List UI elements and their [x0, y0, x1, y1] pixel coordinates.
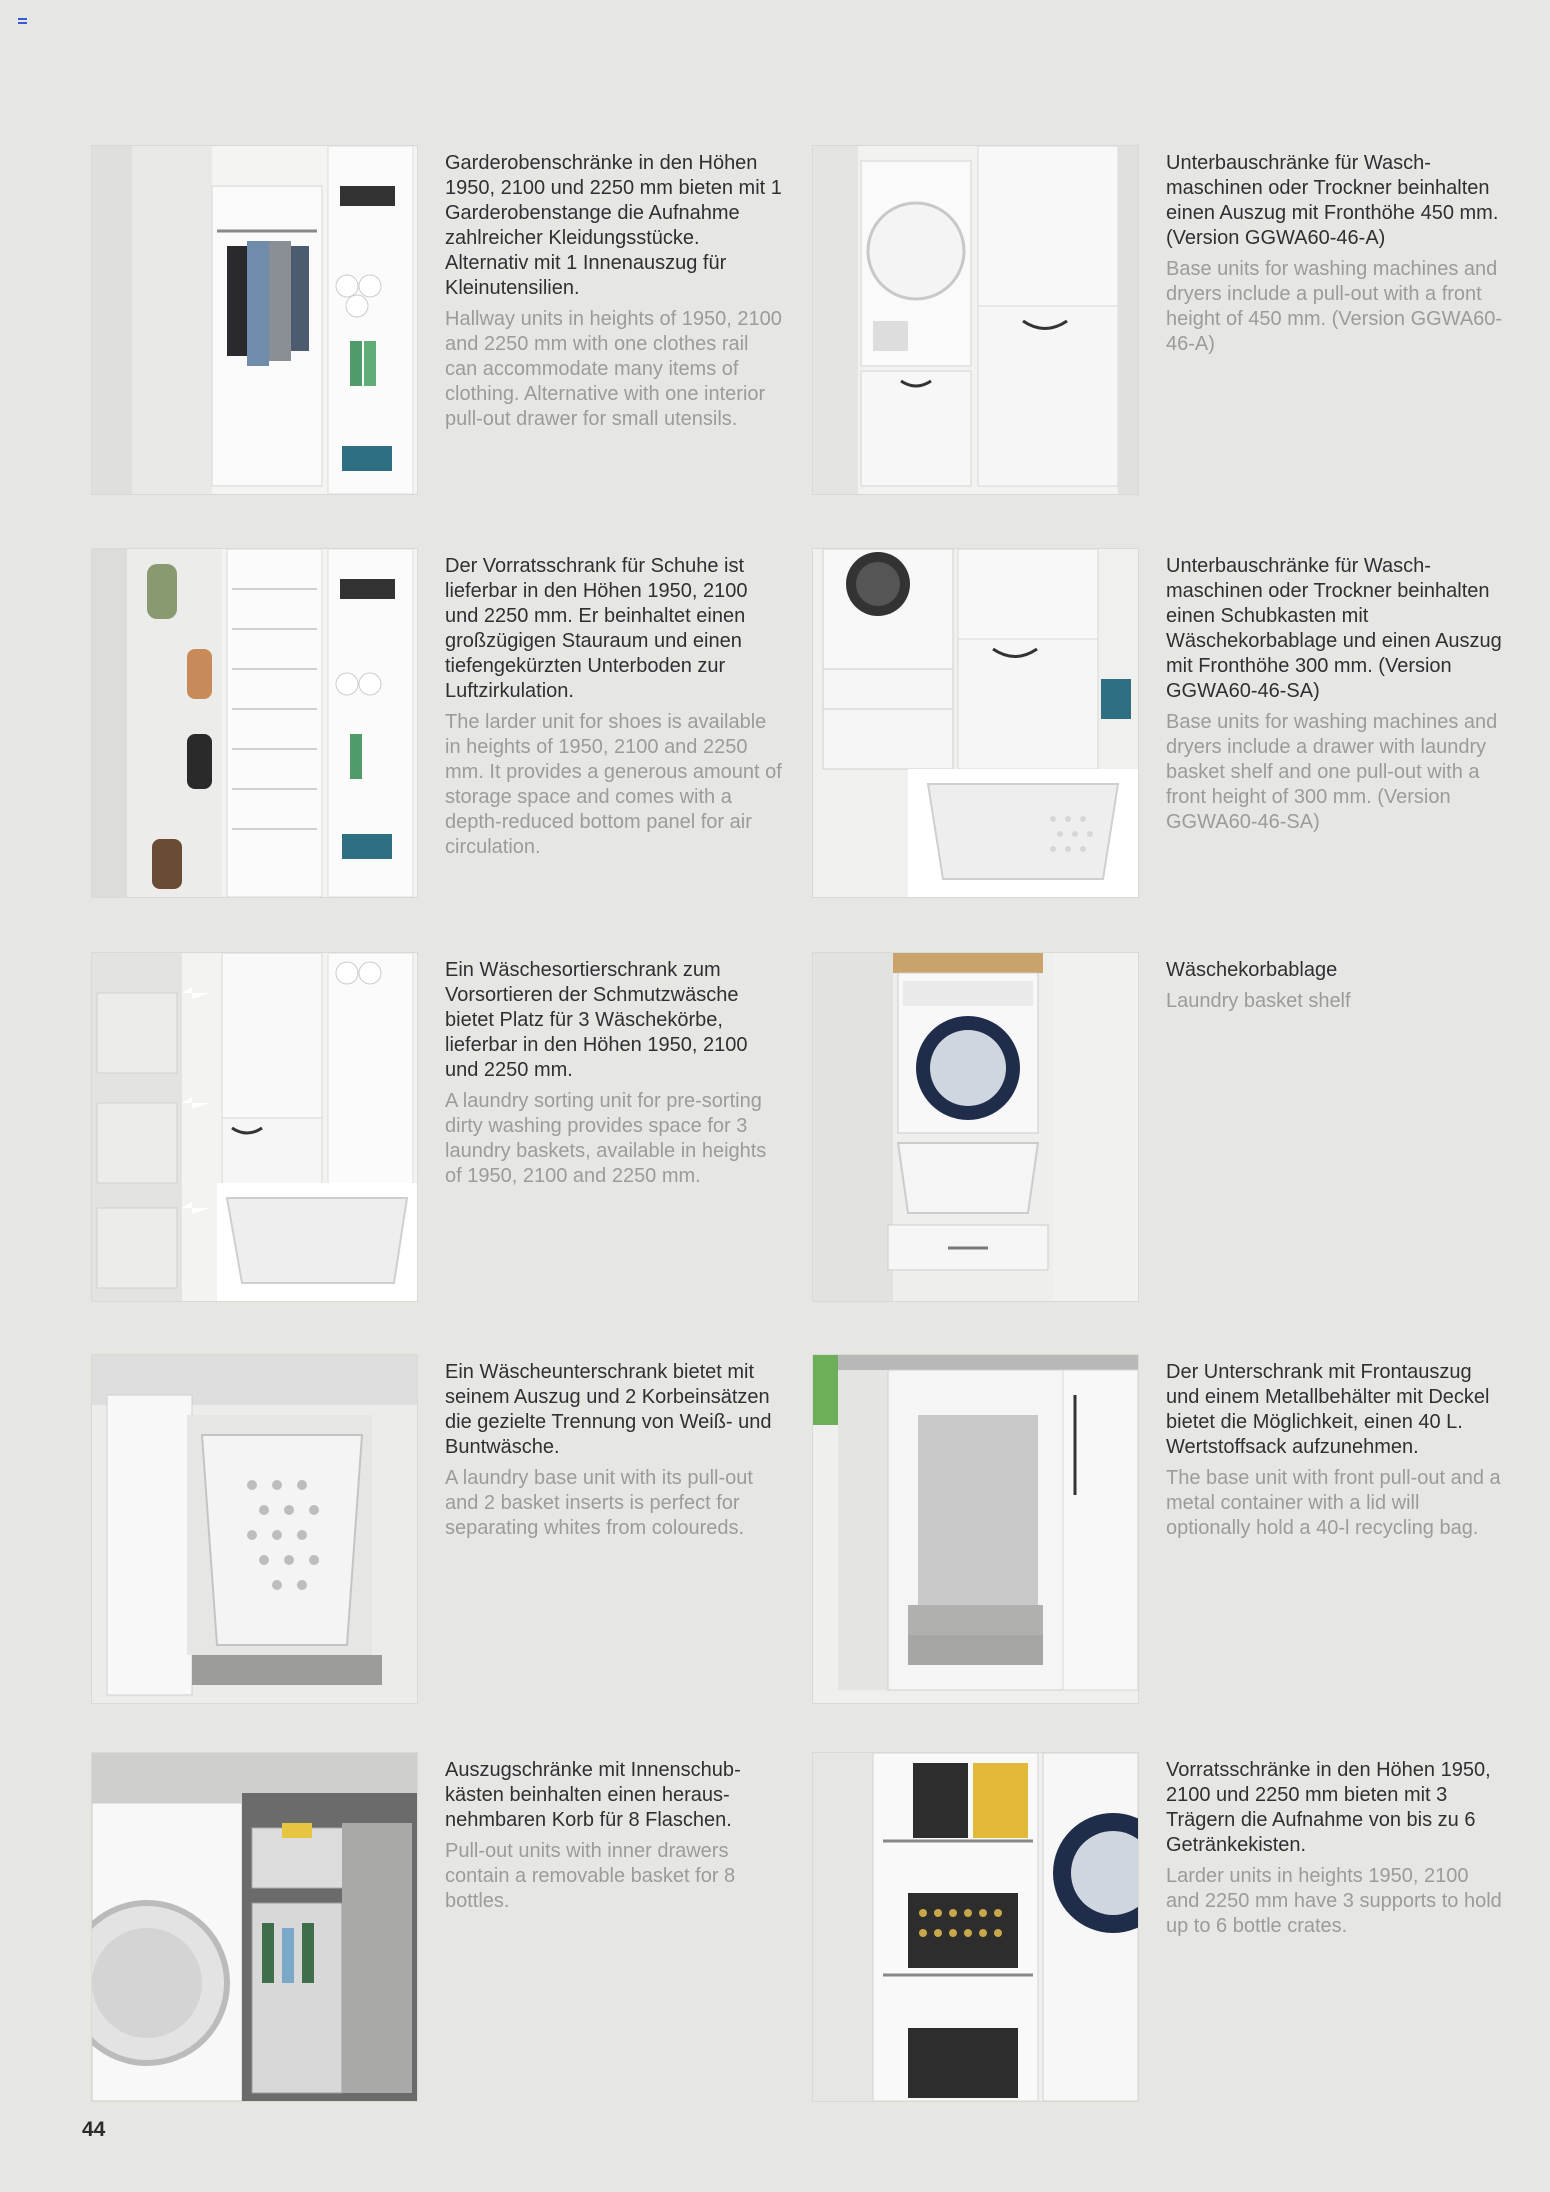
description-english: Larder units in heights 1950, 2100 and 2250 mm have 3 supports to hold up to 6 bottle crates.	[1166, 1865, 1502, 1937]
description-english: The larder unit for shoes is available in heights of 1950, 2100 and 2250 mm. It provides a generous amount of storage space and comes with a depth-reduced bottom panel for air circulation.	[445, 711, 782, 858]
product-description	[445, 958, 785, 1189]
description-german: Ein Wäschesortierschrank zum Vorsortieren der Schmutzwäsche bietet Platz für 3 Wäschekörbe, lieferbar in den Höhen 1950, 2100 und 2250 mm.	[445, 959, 748, 1081]
description-english: Base units for washing machines and dryers include a drawer with laundry basket shelf and one pull-out with a front height of 300 mm. (Version GGWA60-46-SA)	[1166, 711, 1498, 833]
description-english: A laundry sorting unit for pre-sorting dirty washing provides space for 3 laundry baskets, available in heights of 1950, 2100 and 2250 mm.	[445, 1090, 767, 1187]
product-card	[812, 1752, 1512, 2102]
product-card	[91, 952, 791, 1302]
product-card	[812, 1354, 1512, 1704]
description-english: Hallway units in heights of 1950, 2100 and 2250 mm with one clothes rail can accommodate many items of clothing. Alternative with one interior pull-out drawer for small utensils.	[445, 308, 782, 430]
product-card	[91, 1752, 791, 2102]
product-photo	[812, 145, 1139, 495]
description-english: Base units for washing machines and dryers include a pull-out with a front height of 450 mm. (Version GGWA60-46-A)	[1166, 258, 1503, 355]
description-german: Der Unterschrank mit Frontauszug und einem Metallbehälter mit Deckel bietet die Möglichkeit, einen 40 L. Wertstoffsack aufzunehmen.	[1166, 1361, 1490, 1458]
description-german: Unterbauschränke für Waschmaschinen oder Trockner beinhalten einen Auszug mit Fronthöhe 450 mm. (Version GGWA60-46-A)	[1166, 152, 1499, 249]
product-photo	[91, 1752, 418, 2102]
description-english: Pull-out units with inner drawers contain a removable basket for 8 bottles.	[445, 1840, 736, 1912]
product-description	[1166, 151, 1506, 357]
product-description	[1166, 554, 1506, 835]
product-description	[1166, 1360, 1506, 1541]
description-german: Vorratsschränke in den Höhen 1950, 2100 und 2250 mm bieten mit 3 Trägern die Aufnahme von bis zu 6 Getränkekisten.	[1166, 1759, 1491, 1856]
description-german: Unterbauschränke für Waschmaschinen oder Trockner beinhalten einen Schubkasten mit Wäschekorbablage und einen Auszug mit Fronthöhe 300 mm. (Version GGWA60-46-SA)	[1166, 555, 1502, 702]
product-description	[445, 1360, 785, 1541]
description-german: Wäschekorbablage	[1166, 959, 1338, 981]
page-number: 44	[82, 2118, 106, 2141]
product-photo	[812, 548, 1139, 898]
description-english: Laundry basket shelf	[1166, 990, 1351, 1012]
description-german: Ein Wäscheunterschrank bietet mit seinem Auszug und 2 Korbeinsätzen die gezielte Trennung von Weiß- und Buntwäsche.	[445, 1361, 772, 1458]
product-photo	[812, 952, 1139, 1302]
description-german: Der Vorratsschrank für Schuhe ist lieferbar in den Höhen 1950, 2100 und 2250 mm. Er beinhaltet einen großzügigen Stauraum und einen tiefengekürzten Unterboden zur Luftzirkulation.	[445, 555, 748, 702]
description-english: A laundry base unit with its pull-out and 2 basket inserts is perfect for separating whites from coloureds.	[445, 1467, 753, 1539]
description-english: The base unit with front pull-out and a metal container with a lid will optionally hold a 40-l recycling bag.	[1166, 1467, 1501, 1539]
product-description	[445, 151, 785, 432]
product-card	[812, 952, 1512, 1302]
product-card	[91, 548, 791, 898]
description-german: Garderobenschränke in den Höhen 1950, 2100 und 2250 mm bieten mit 1 Garderobenstange die Aufnahme zahlreicher Kleidungsstücke. Alternativ mit 1 Innenauszug für Kleinutensilien.	[445, 152, 782, 299]
product-card	[91, 145, 791, 495]
menu-icon[interactable]	[18, 18, 27, 26]
product-card	[812, 548, 1512, 898]
product-description	[1166, 958, 1506, 1014]
product-description	[445, 1758, 785, 1914]
product-photo	[91, 952, 418, 1302]
product-card	[91, 1354, 791, 1704]
product-photo	[812, 1354, 1139, 1704]
product-photo	[91, 548, 418, 898]
product-description	[445, 554, 785, 860]
product-photo	[812, 1752, 1139, 2102]
product-card	[812, 145, 1512, 495]
product-photo	[91, 145, 418, 495]
description-german: Auszugschränke mit Innenschubkästen beinhalten einen herausnehmbaren Korb für 8 Flaschen.	[445, 1759, 741, 1831]
product-description	[1166, 1758, 1506, 1939]
product-photo	[91, 1354, 418, 1704]
